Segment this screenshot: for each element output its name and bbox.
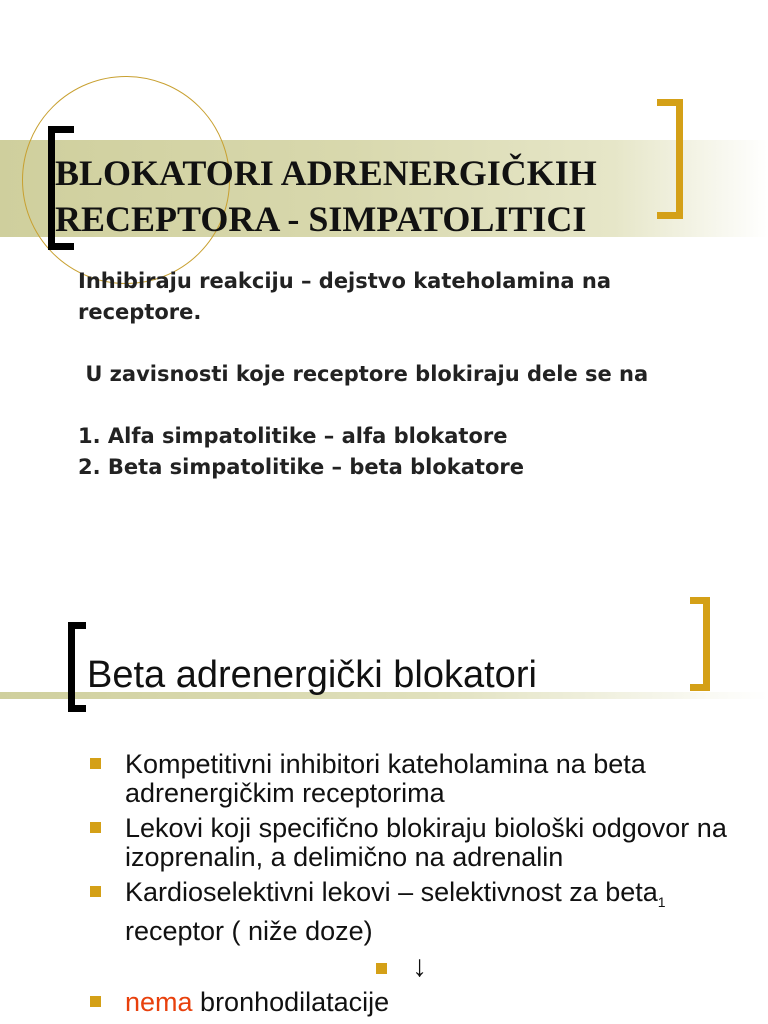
list-item (90, 952, 730, 982)
right-bracket (657, 99, 683, 219)
list-item (90, 988, 730, 1017)
slide-2 (0, 570, 768, 1024)
left-bracket (68, 622, 86, 712)
title-line-1: BLOKATORI ADRENERGIČKIH (55, 153, 597, 193)
title-line-2: RECEPTORA - SIMPATOLITICI (55, 199, 587, 239)
slide-body (78, 266, 718, 483)
list-item-beta: 2. Beta simpatolitike – beta blokatore (78, 455, 524, 479)
subscript: 1 (657, 894, 666, 910)
list-item-text: bronhodilatacije (192, 987, 390, 1017)
paragraph-1-continuation: receptore. (78, 300, 202, 324)
square-bullet-icon (376, 963, 387, 974)
list-item (90, 750, 730, 808)
list-item-text: Lekovi koji specifično blokiraju biološki odgovor na izoprenalin, a delimično na adrenalin (125, 813, 727, 872)
list-item-alfa: 1. Alfa simpatolitike – alfa blokatore (78, 424, 508, 448)
paragraph-2 (78, 359, 718, 390)
bullet-list (90, 750, 730, 1023)
list-item (90, 878, 730, 946)
paragraph-2-text: U zavisnosti koje receptore blokiraju dele se na (78, 362, 649, 386)
slide-title (55, 150, 597, 242)
square-bullet-icon (90, 758, 101, 769)
down-arrow-icon: ↓ (412, 950, 427, 983)
paragraph-1-text: Inhibiraju reakciju – dejstvo kateholamina na (78, 269, 612, 293)
paragraph-1 (78, 266, 718, 297)
list-item-text: Kardioselektivni lekovi – selektivnost za beta (125, 877, 658, 907)
highlighted-word: nema (125, 987, 193, 1017)
square-bullet-icon (90, 886, 101, 897)
list-item (90, 814, 730, 872)
square-bullet-icon (90, 822, 101, 833)
slide-title: Beta adrenergički blokatori (87, 654, 537, 696)
list-item-text: Kompetitivni inhibitori kateholamina na beta adrenergičkim receptorima (125, 749, 646, 808)
list-item-tail: receptor ( niže doze) (125, 916, 373, 946)
square-bullet-icon (90, 996, 101, 1007)
right-bracket (690, 597, 710, 691)
